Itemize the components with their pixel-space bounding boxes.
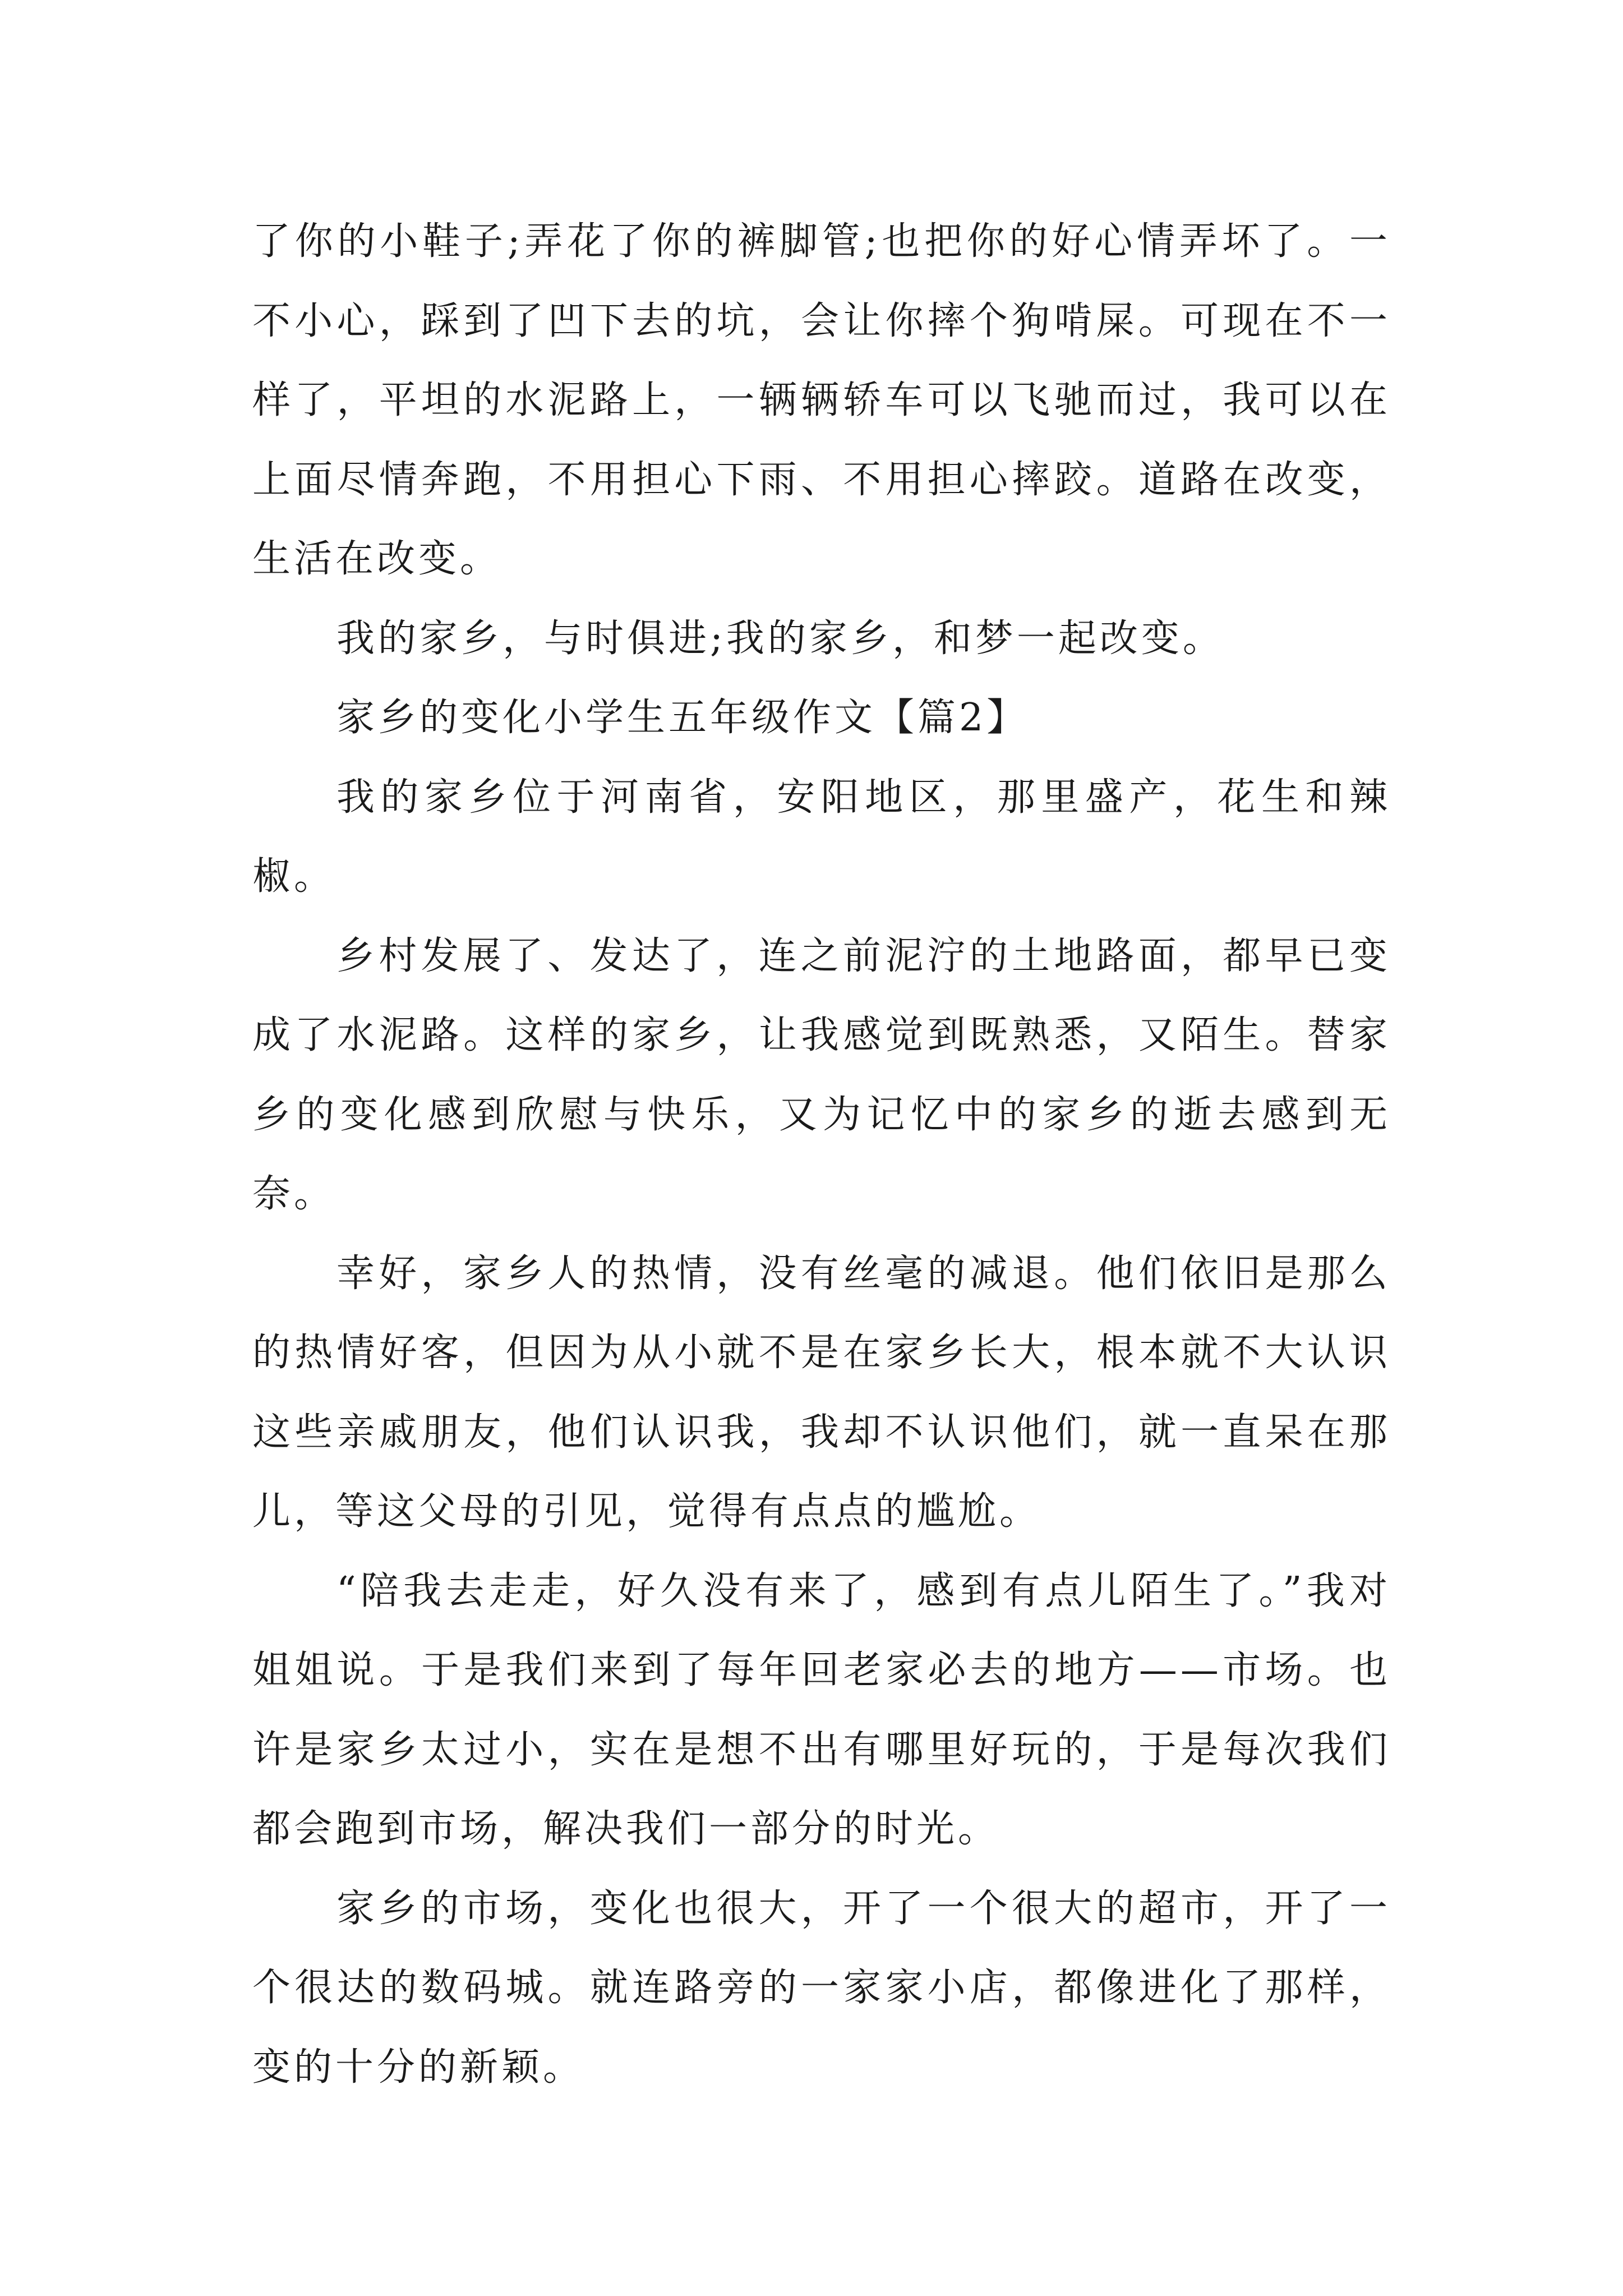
paragraph-7: 家乡的市场，变化也很大，开了一个很大的超市，开了一个很达的数码城。就连路旁的一家家小店，都像进化了那样，变的十分的新颖。	[252, 1886, 1391, 2090]
paragraph-6: “陪我去走走，好久没有来了，感到有点儿陌生了。”我对姐姐说。于是我们来到了每年回老家必去的地方——市场。也许是家乡太过小，实在是想不出有哪里好玩的，于是每次我们都会跑到市场，解决我们一部分的时光。	[252, 1568, 1391, 1851]
paragraph-2: 我的家乡，与时俱进;我的家乡，和梦一起改变。	[336, 616, 1224, 661]
paragraph-4: 乡村发展了、发达了，连之前泥泞的土地路面，都早已变成了水泥路。这样的家乡，让我感觉到既熟悉，又陌生。替家乡的变化感到欣慰与快乐，又为记忆中的家乡的逝去感到无奈。	[252, 933, 1391, 1216]
paragraph-1: 了你的小鞋子;弄花了你的裤脚管;也把你的好心情弄坏了。一不小心，踩到了凹下去的坑，会让你摔个狗啃屎。可现在不一样了，平坦的水泥路上，一辆辆轿车可以飞驰而过，我可以在上面尽情奔跑，不用担心下雨、不用担心摔跤。道路在改变，生活在改变。	[252, 219, 1391, 581]
section-heading: 家乡的变化小学生五年级作文【篇2】	[336, 696, 1029, 740]
document-page	[252, 202, 1391, 2107]
paragraph-3: 我的家乡位于河南省，安阳地区，那里盛产，花生和辣椒。	[252, 775, 1391, 899]
paragraph-5: 幸好，家乡人的热情，没有丝毫的减退。他们依旧是那么的热情好客，但因为从小就不是在家乡长大，根本就不大认识这些亲戚朋友，他们认识我，我却不认识他们，就一直呆在那儿，等这父母的引见，觉得有点点的尴尬。	[252, 1251, 1391, 1534]
